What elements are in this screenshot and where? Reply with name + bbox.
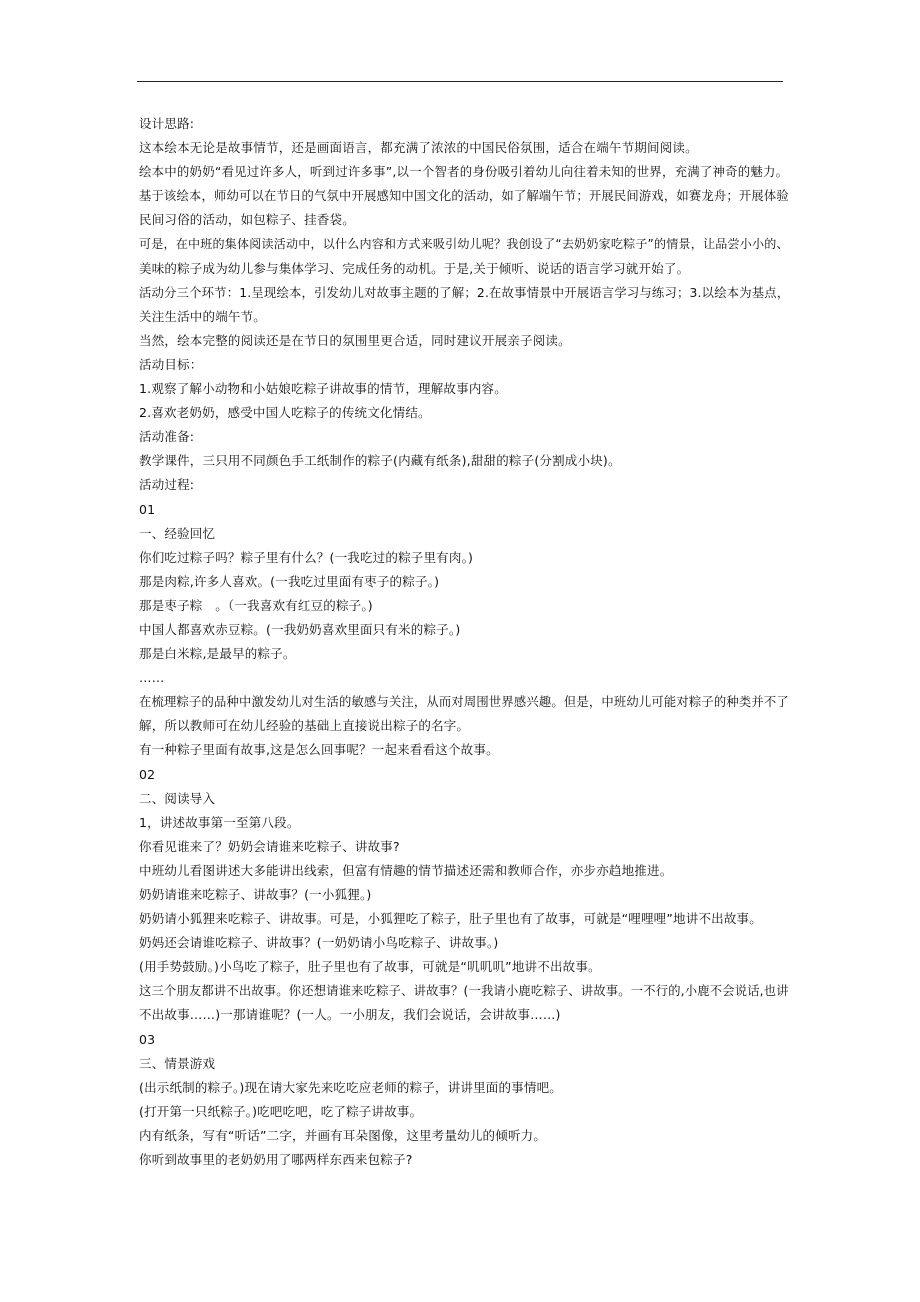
text-line: 1.观察了解小动物和小姑娘吃粽子讲故事的情节，理解故事内容。 [139, 381, 507, 397]
text-line: (出示纸制的粽子。)现在请大家先来吃吃应老师的粽子，讲讲里面的事情吧。 [139, 1079, 563, 1095]
text-line: 有一种粽子里面有故事,这是怎么回事呢？一起来看看这个故事。 [139, 742, 499, 758]
text-line: 02 [139, 766, 156, 782]
text-line: 教学课件，三只用不同颜色手工纸制作的粽子(内藏有纸条),甜甜的粽子(分割成小块)。 [139, 453, 621, 469]
text-line: 中国人都喜欢赤豆粽。(一我奶奶喜欢里面只有米的粽子。) [139, 621, 461, 637]
text-line: 二、阅读导入 [139, 790, 216, 806]
text-line: 内有纸条，写有“听话”二字，并画有耳朵图像，这里考量幼儿的倾听力。 [139, 1127, 547, 1143]
text-line: 你们吃过粽子吗？粽子里有什么？(一我吃过的粽子里有肉。) [139, 549, 474, 565]
header-rule [137, 81, 783, 82]
document-body [139, 112, 789, 1172]
text-line: 当然，绘本完整的阅读还是在节日的氛围里更合适，同时建议开展亲子阅读。 [139, 332, 571, 348]
text-line: 民间习俗的活动，如包粽子、挂香袋。 [139, 212, 355, 228]
text-line: 你听到故事里的老奶奶用了哪两样东西来包粽子? [139, 1152, 413, 1168]
text-line: 不出故事……)一那请谁呢？(一人。一小朋友，我们会说话，会讲故事……) [139, 1007, 561, 1023]
text-line: 在梳理粽子的品种中激发幼儿对生活的敏感与关注，从而对周围世界感兴趣。但是，中班幼儿可能对粽子的种类并不了 [139, 695, 789, 710]
text-line: 那是白米粽,是最早的粽子。 [139, 646, 296, 662]
text-line: 那是肉粽,许多人喜欢。(一我吃过里面有枣子的粽子。) [139, 573, 440, 589]
text-line: 奶妈还会请谁吃粽子、讲故事？(一奶奶请小鸟吃粽子、讲故事。) [139, 935, 499, 951]
text-line: 中班幼儿看图讲述大多能讲出线索，但富有情趣的情节描述还需和教师合作，亦步亦趋地推进。 [139, 862, 673, 878]
text-line: 奶奶请谁来吃粽子、讲故事？(一小狐狸。) [139, 887, 372, 902]
text-line: 那是枣子粽 。（一我喜欢有红豆的粽子。) [139, 597, 373, 613]
text-line: 关注生活中的端午节。 [139, 308, 267, 324]
text-line: (打开第一只纸粽子。)吃吧吃吧，吃了粽子讲故事。 [139, 1103, 423, 1119]
text-line: 奶奶请小狐狸来吃粽子、讲故事。可是，小狐狸吃了粽子，肚子里也有了故事，可就是“哩哩哩”地讲不出故事。 [139, 911, 762, 927]
text-line: 活动过程: [139, 477, 195, 493]
text-line: 01 [139, 501, 156, 517]
text-line: 03 [139, 1031, 156, 1047]
text-line: 活动准备: [139, 429, 195, 445]
text-line: 解，所以教师可在幼儿经验的基础上直接说出粽子的名字。 [139, 718, 470, 734]
text-line: 设计思路: [139, 116, 195, 131]
text-line: 这本绘本无论是故事情节，还是画面语言，都充满了浓浓的中国民俗氛围，适合在端午节期间阅读。 [139, 140, 698, 156]
text-line: 绘本中的奶奶“看见过许多人，听到过许多事”,以一个智者的身份吸引着幼儿向往着未知的世界，充满了神奇的魅力。 [139, 164, 789, 180]
text-line: 这三个朋友都讲不出故事。你还想请谁来吃粽子、讲故事？(一我请小鹿吃粽子、讲故事。一不行的,小鹿不会说话,也讲 [139, 984, 789, 999]
text-line: 三、情景游戏 [139, 1055, 216, 1071]
text-line: 1，讲述故事第一至第八段。 [139, 814, 300, 830]
text-line: 2.喜欢老奶奶，感受中国人吃粽子的传统文化情结。 [139, 405, 431, 421]
text-line: 活动分三个环节：1.呈现绘本，引发幼儿对故事主题的了解；2.在故事情景中开展语言学习与练习；3.以绘本为基点， [139, 285, 790, 300]
text-line: 美味的粽子成为幼儿参与集体学习、完成任务的动机。于是,关于倾听、说话的语言学习就开始了。 [139, 260, 690, 276]
text-line: 你看见谁来了？奶奶会请谁来吃粽子、讲故事? [139, 838, 400, 854]
text-line: (用手势鼓励。)小鸟吃了粽子，肚子里也有了故事，可就是“叽叽叽”地讲不出故事。 [139, 959, 601, 975]
text-line: …… [139, 670, 165, 686]
text-line: 活动目标： [139, 356, 203, 372]
text-line: 一、经验回忆 [139, 525, 216, 541]
text-line: 基于该绘本，师幼可以在节日的气氛中开展感知中国文化的活动，如了解端午节；开展民间游戏，如赛龙舟；开展体验 [139, 189, 789, 204]
text-line: 可是，在中班的集体阅读活动中，以什么内容和方式来吸引幼儿呢？我创设了“去奶奶家吃粽子”的情景，让品尝小小的、 [139, 237, 789, 252]
